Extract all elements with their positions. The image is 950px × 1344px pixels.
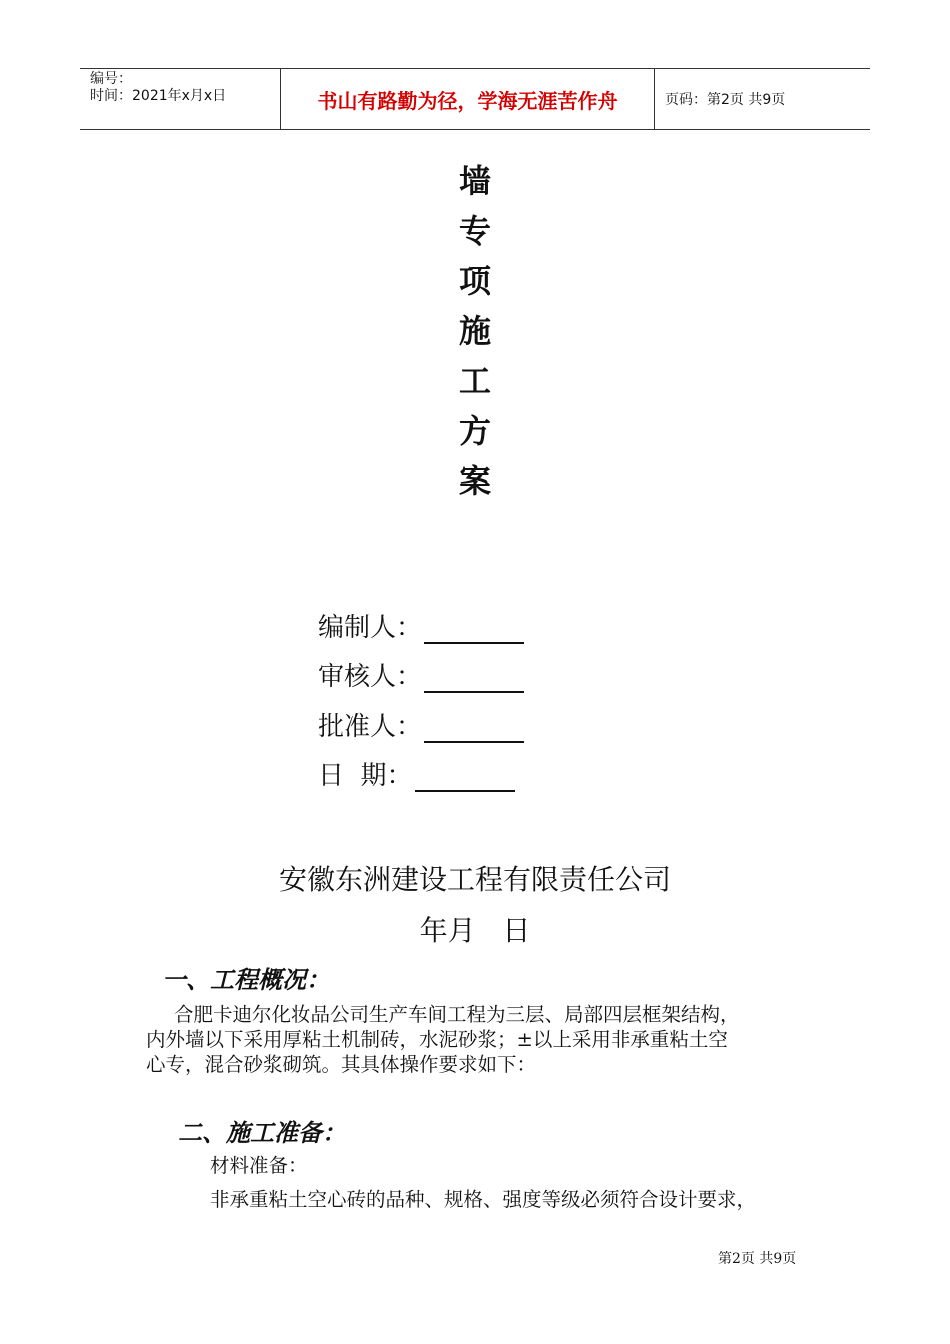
section1-line: 合肥卡迪尔化妆品公司生产车间工程为三层、局部四层框架结构， xyxy=(174,1003,740,1026)
header-motto xyxy=(281,69,655,129)
reviewer-label: 审核人： xyxy=(318,662,423,692)
title-char: 专 xyxy=(458,212,491,250)
section1-line: 内外墙以下采用厚粘土机制砖，水泥砂浆；±以上采用非承重粘土空 xyxy=(146,1028,728,1051)
reviewer-row xyxy=(318,661,524,693)
date-row xyxy=(318,760,515,792)
time-label: 时间：2021年x月x日 xyxy=(90,88,227,104)
motto-text: 书山有路勤为径，学海无涯苦作舟 xyxy=(317,88,618,113)
section2-heading: 二、施工准备： xyxy=(178,1119,346,1147)
document-date: 年月 日 xyxy=(419,914,531,947)
section2-sub: 材料准备： xyxy=(210,1154,308,1177)
title-char: 方 xyxy=(458,412,491,450)
number-label: 编号： xyxy=(90,71,132,87)
page-footer: 第2页 共9页 xyxy=(718,1251,797,1267)
reviewer-blank xyxy=(424,665,524,693)
section2-line: 非承重粘土空心砖的品种、规格、强度等级必须符合设计要求， xyxy=(210,1188,757,1211)
section1-heading: 一、工程概况： xyxy=(162,966,330,994)
page-label: 页码：第2页 共9页 xyxy=(665,92,786,108)
title-char: 墙 xyxy=(458,162,491,200)
approver-label: 批准人： xyxy=(318,712,423,742)
section1-line: 心专，混合砂浆砌筑。其具体操作要求如下： xyxy=(146,1053,537,1076)
approver-row xyxy=(318,711,524,743)
title-char: 案 xyxy=(458,462,491,500)
title-char: 工 xyxy=(458,362,491,400)
approver-blank xyxy=(424,715,524,743)
title-char: 施 xyxy=(458,312,491,350)
header-page xyxy=(655,69,870,129)
date-blank xyxy=(415,764,515,792)
page-header xyxy=(80,68,870,130)
header-meta xyxy=(80,69,281,129)
compiler-blank xyxy=(424,616,524,644)
compiler-row xyxy=(318,612,524,644)
company-name: 安徽东洲建设工程有限责任公司 xyxy=(278,863,671,896)
date-label: 日 期： xyxy=(318,761,413,791)
compiler-label: 编制人： xyxy=(318,613,423,643)
document-title xyxy=(450,156,500,506)
title-char: 项 xyxy=(458,262,491,300)
